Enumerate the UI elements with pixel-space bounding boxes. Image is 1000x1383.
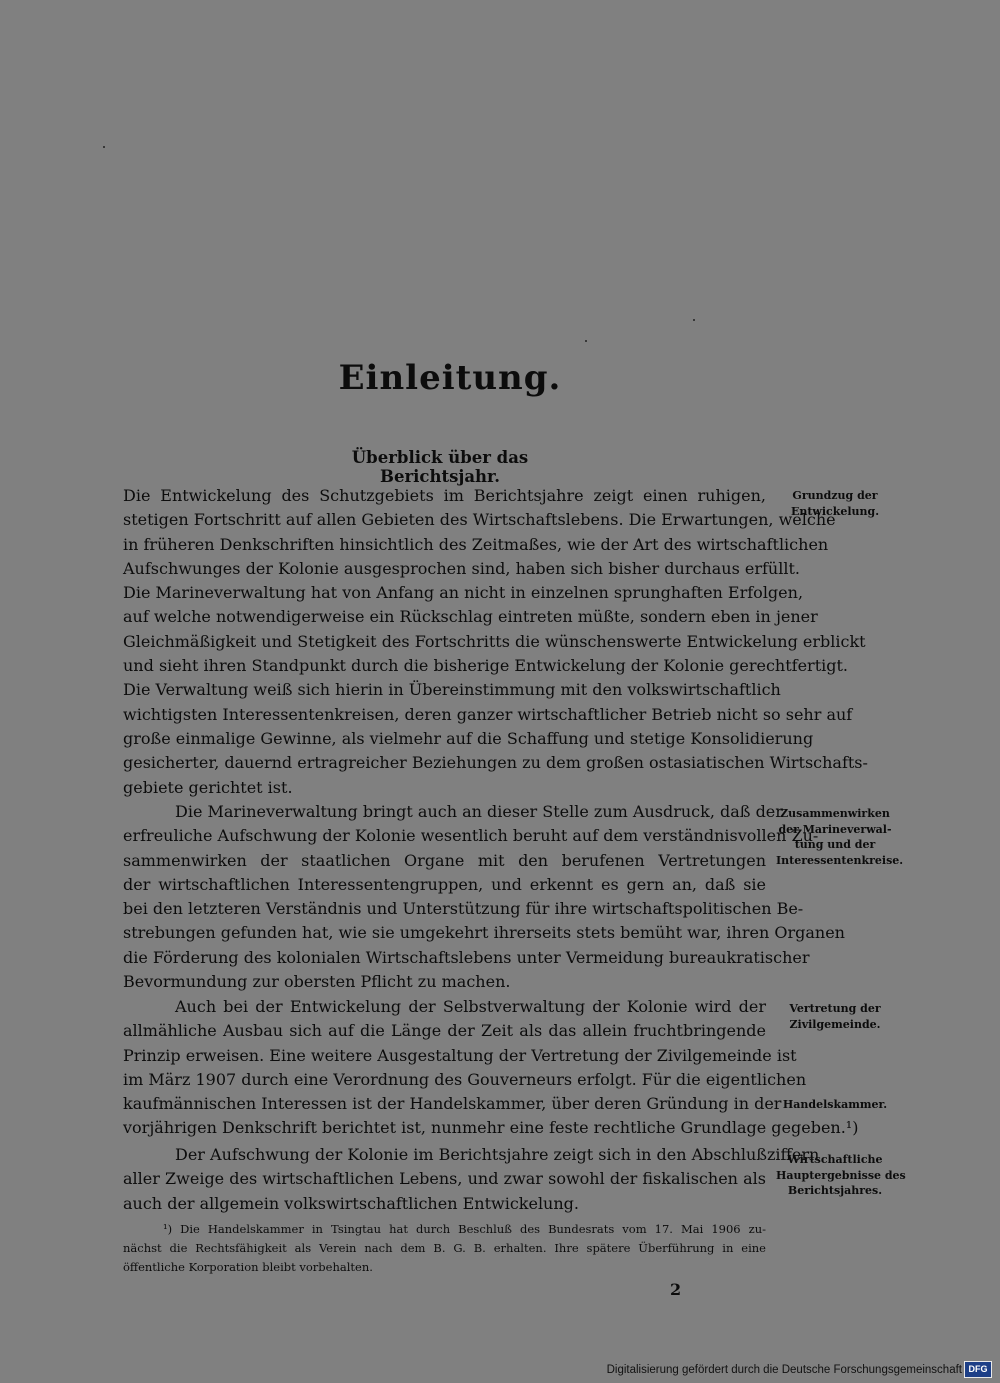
margin-note-line: Wirtschaftliche	[787, 1153, 883, 1166]
paragraph-4	[123, 1143, 820, 1216]
text-line: Bevormundung zur obersten Pflicht zu machen.	[123, 972, 511, 992]
scan-speck	[103, 146, 105, 148]
margin-note-line: Berichtsjahres.	[787, 1184, 883, 1197]
margin-note-line: Interessentenkreise.	[776, 853, 904, 867]
footnote-line: öffentliche Korporation bleibt vorbehalten.	[123, 1260, 373, 1274]
margin-note-zusammenwirken	[776, 806, 904, 868]
text-line: vorjährigen Denkschrift berichtet ist, nunmehr eine feste rechtliche Grundlage gegeben.¹)	[123, 1118, 859, 1138]
text-line: der wirtschaftlichen Interessentengruppen, und erkennt es gern an, daß sie	[123, 874, 766, 894]
text-line: auch der allgemein volkswirtschaftlichen Entwickelung.	[123, 1193, 579, 1213]
text-line: Der Aufschwung der Kolonie im Berichtsjahre zeigt sich in den Abschlußziffern	[175, 1145, 820, 1164]
margin-note-zivilgemeinde	[776, 1001, 894, 1032]
footnote-line: nächst die Rechtsfähigkeit als Verein nach dem B. G. B. erhalten. Ihre spätere Überführung in eine	[123, 1241, 766, 1255]
text-line: auf welche notwendigerweise ein Rückschlag eintreten müßte, sondern eben in jener	[123, 607, 818, 627]
scan-speck	[693, 319, 695, 321]
margin-note-line: Handelskammer.	[782, 1098, 888, 1111]
text-line: strebungen gefunden hat, wie sie umgekehrt ihrerseits stets bemüht war, ihren Organen	[123, 923, 845, 943]
text-line: wichtigsten Interessentenkreisen, deren ganzer wirtschaftlicher Betrieb nicht so sehr auf	[123, 704, 853, 724]
page-number: 2	[670, 1280, 682, 1299]
margin-note-hauptergebnisse	[776, 1152, 906, 1199]
footnote-line: ¹) Die Handelskammer in Tsingtau hat durch Beschluß des Bundesrats vom 17. Mai 1906 zu-	[163, 1222, 766, 1236]
margin-note-line: Entwickelung.	[790, 504, 880, 518]
text-line: in früheren Denkschriften hinsichtlich des Zeitmaßes, wie der Art des wirtschaftlichen	[123, 534, 829, 554]
margin-note-line: Vertretung der	[789, 1002, 881, 1015]
text-line: Die Marineverwaltung hat von Anfang an nicht in einzelnen sprunghaften Erfolgen,	[123, 583, 804, 603]
text-line: Prinzip erweisen. Eine weitere Ausgestaltung der Vertretung der Zivilgemeinde ist	[123, 1045, 797, 1065]
text-line: Aufschwunges der Kolonie ausgesprochen sind, haben sich bisher durchaus erfüllt.	[123, 558, 800, 578]
scan-speck	[585, 340, 587, 342]
text-line: die Förderung des kolonialen Wirtschaftslebens unter Vermeidung bureaukratischer	[123, 947, 810, 967]
text-line: aller Zweige des wirtschaftlichen Lebens, und zwar sowohl der fiskalischen als	[123, 1169, 766, 1189]
dfg-logo: DFG	[964, 1361, 992, 1378]
margin-note-handelskammer	[776, 1097, 894, 1113]
margin-note-line: Zivilgemeinde.	[789, 1017, 881, 1031]
margin-note-line: Hauptergebnisse des	[776, 1168, 906, 1182]
margin-note-line: der Marineverwal-	[778, 822, 892, 836]
text-line: Gleichmäßigkeit und Stetigkeit des Fortschritts die wünschenswerte Entwickelung erblickt	[123, 631, 866, 651]
margin-note-line: Zusammenwirken	[780, 807, 890, 820]
text-line: sammenwirken der staatlichen Organe mit den berufenen Vertretungen	[123, 850, 766, 870]
text-line: Die Verwaltung weiß sich hierin in Übereinstimmung mit den volkswirtschaftlich	[123, 680, 781, 700]
text-line: Auch bei der Entwickelung der Selbstverwaltung der Kolonie wird der	[175, 997, 766, 1016]
margin-note-grundzug	[776, 488, 894, 519]
page-title: Einleitung.	[338, 358, 562, 398]
footer-credit: Digitalisierung gefördert durch die Deutsche Forschungsgemeinschaft	[606, 1364, 962, 1376]
text-line: kaufmännischen Interessen ist der Handelskammer, über deren Gründung in der	[123, 1094, 782, 1114]
text-line: und sieht ihren Standpunkt durch die bisherige Entwickelung der Kolonie gerechtfertigt.	[123, 656, 848, 676]
text-line: stetigen Fortschritt auf allen Gebieten des Wirtschaftslebens. Die Erwartungen, welche	[123, 510, 836, 530]
text-line: gesicherter, dauernd ertragreicher Beziehungen zu dem großen ostasiatischen Wirtschafts-	[123, 753, 868, 773]
text-line: bei den letzteren Verständnis und Unterstützung für ihre wirtschaftspolitischen Be-	[123, 899, 804, 919]
text-line: gebiete gerichtet ist.	[123, 777, 293, 797]
text-line: allmähliche Ausbau sich auf die Länge der Zeit als das allein fruchtbringende	[123, 1021, 766, 1041]
text-line: Die Entwickelung des Schutzgebiets im Berichtsjahre zeigt einen ruhigen,	[123, 486, 766, 505]
margin-note-line: Grundzug der	[792, 489, 878, 502]
text-line: im März 1907 durch eine Verordnung des Gouverneurs erfolgt. Für die eigentlichen	[123, 1069, 807, 1089]
text-line: große einmalige Gewinne, als vielmehr auf die Schaffung und stetige Konsolidierung	[123, 728, 814, 748]
section-subtitle: Überblick über das Berichtsjahr.	[351, 448, 529, 486]
text-line: Die Marineverwaltung bringt auch an dieser Stelle zum Ausdruck, daß der	[175, 802, 783, 821]
text-line: erfreuliche Aufschwung der Kolonie wesentlich beruht auf dem verständnisvollen Zu-	[123, 826, 819, 846]
margin-note-line: tung und der	[794, 838, 876, 851]
paragraph-3	[123, 995, 859, 1141]
footnote	[123, 1220, 766, 1277]
